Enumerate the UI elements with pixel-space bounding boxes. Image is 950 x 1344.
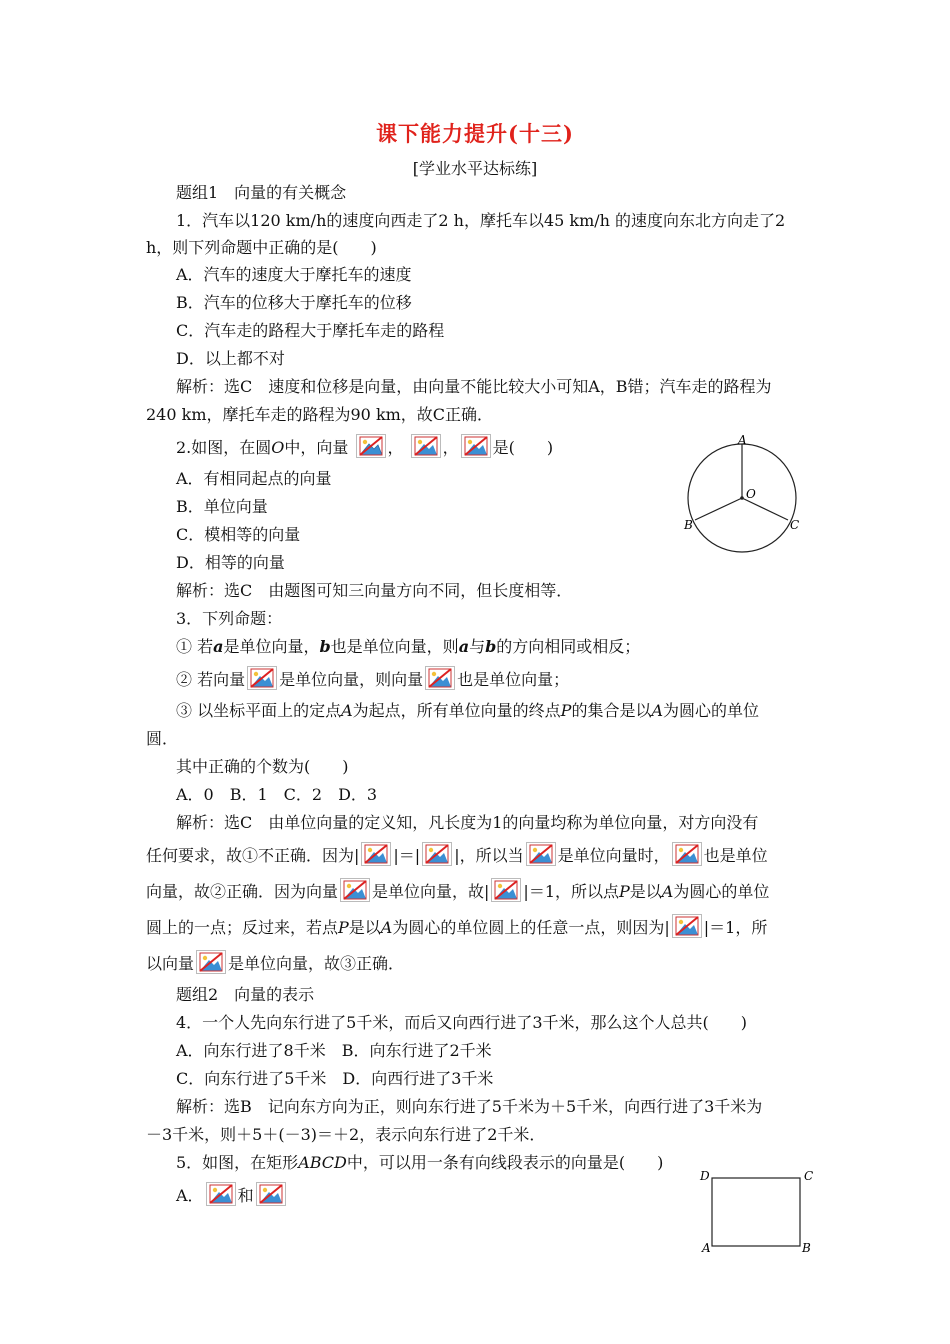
- broken-image-icon: [461, 434, 491, 458]
- q1-option-b: B．汽车的位移大于摩托车的位移: [176, 293, 412, 312]
- broken-image-icon: [256, 1182, 286, 1206]
- q3-solution-line-5: [146, 950, 404, 975]
- q3-prop-1-text: 是单位向量，: [223, 637, 320, 656]
- q3-prop-1-text: 也是单位向量，则: [330, 637, 459, 656]
- q3-solution-text: |＝1，所以点: [523, 882, 619, 901]
- q3-solution-text: 任何要求，故①不正确．因为|: [146, 846, 360, 865]
- q4-options-cd: C．向东行进了5千米 D．向西行进了3千米: [176, 1069, 494, 1088]
- q4-options-ab: A．向东行进了8千米 B．向东行进了2千米: [176, 1041, 492, 1060]
- q3-prop-3-text: ③ 以坐标平面上的定点: [176, 701, 342, 720]
- q3-prop-1-text: 的方向相同或相反；: [496, 637, 641, 656]
- q5-option-a: [176, 1182, 288, 1207]
- q1-solution-line-2: 240 km，摩托车走的路程为90 km，故C正确．: [146, 405, 494, 424]
- q5-stem-text: 中，可以用一条有向线段表示的向量是( ): [346, 1153, 664, 1172]
- group-heading-1: 题组1 向量的有关概念: [176, 183, 347, 202]
- q2-stem-text-2: 中，向量: [284, 438, 349, 457]
- q3-prop-3-text: 的集合是以: [571, 701, 652, 720]
- q3-prop-2-text: ② 若向量: [176, 670, 246, 689]
- q2-option-b: B．单位向量: [176, 497, 268, 516]
- radius-ob: [695, 498, 742, 520]
- q3-solution-text: 圆上的一点；反过来，若点: [146, 918, 339, 937]
- label-a: A: [702, 1241, 711, 1255]
- q3-solution-text: |＝1，所: [703, 918, 768, 937]
- q3-solution-text: 是单位向量，故③正确．: [228, 954, 405, 973]
- q1-stem-line-1: 1．汽车以120 km/h的速度向西走了2 h，摩托车以45 km/h 的速度向东北方向走了2: [176, 211, 786, 230]
- q5-stem: [176, 1152, 663, 1174]
- q3-prop-1-text: ① 若: [176, 637, 214, 656]
- page-subtitle: [学业水平达标练]: [412, 159, 538, 178]
- label-c: C: [790, 518, 800, 532]
- q3-solution-text: |，所以当: [454, 846, 524, 865]
- q3-prop-2: [176, 666, 569, 691]
- point-p: P: [338, 918, 349, 937]
- q5-option-a-label: A．: [176, 1186, 204, 1205]
- point-a: A: [651, 701, 664, 720]
- rectangle-abcd: [712, 1178, 800, 1246]
- page-title: 课下能力提升(十三): [376, 121, 574, 146]
- q3-solution-text: 是单位向量时，: [557, 846, 670, 865]
- q3-prop-3: [176, 700, 759, 722]
- label-b: B: [684, 518, 693, 532]
- broken-image-icon: [491, 878, 521, 902]
- label-b: B: [802, 1241, 811, 1255]
- q3-solution-text: 以向量: [146, 954, 195, 973]
- point-a: A: [661, 882, 674, 901]
- q1-option-d: D．以上都不对: [176, 349, 285, 368]
- point-p: P: [560, 701, 572, 720]
- rectangle-name: ABCD: [298, 1153, 347, 1172]
- q2-option-c: C．模相等的向量: [176, 525, 301, 544]
- broken-image-icon: [196, 950, 226, 974]
- broken-image-icon: [425, 666, 455, 690]
- q3-prop-3-text: 为圆心的单位: [663, 701, 760, 720]
- broken-image-icon: [672, 842, 702, 866]
- broken-image-icon: [356, 434, 386, 458]
- q1-option-a: A．汽车的速度大于摩托车的速度: [176, 265, 412, 284]
- q4-solution-line-2: －3千米，则＋5＋(－3)＝＋2，表示向东行进了2千米．: [146, 1125, 546, 1144]
- q2-option-a: A．有相同起点的向量: [176, 469, 332, 488]
- q3-stem: 3．下列命题：: [176, 609, 283, 628]
- q2-comma-1: ，: [387, 438, 404, 457]
- q4-solution-line-1: 解析：选B 记向东方向为正，则向东行进了5千米为＋5千米，向西行进了3千米为: [176, 1097, 763, 1116]
- q2-option-d: D．相等的向量: [176, 553, 285, 572]
- q3-prop-1-text: 与: [469, 637, 486, 656]
- broken-image-icon: [422, 842, 452, 866]
- q3-prop-3-cont: 圆．: [146, 729, 179, 748]
- q3-solution-line-3: [146, 878, 769, 903]
- q2-comma-2: ，: [442, 438, 459, 457]
- q3-prop-1: [176, 636, 640, 658]
- q2-stem-end: 是( ): [492, 438, 554, 457]
- q1-solution-line-1: 解析：选C 速度和位移是向量，由向量不能比较大小可知A，B错；汽车走的路程为: [176, 377, 772, 396]
- broken-image-icon: [411, 434, 441, 458]
- q3-solution-line-1: 解析：选C 由单位向量的定义知，凡长度为1的向量均称为单位向量，对方向没有: [176, 813, 759, 832]
- q3-prop-2-text: 是单位向量，则向量: [279, 670, 424, 689]
- q2-solution: 解析：选C 由题图可知三向量方向不同，但长度相等．: [176, 581, 573, 600]
- q3-prop-2-text: 也是单位向量；: [457, 670, 570, 689]
- label-c: C: [804, 1169, 814, 1183]
- vector-a: a: [458, 637, 470, 656]
- q3-solution-text: 为圆心的单位: [673, 882, 770, 901]
- q3-solution-text: 为圆心的单位圆上的任意一点，则因为|: [392, 918, 670, 937]
- vector-b: b: [319, 637, 331, 656]
- q3-solution-line-4: [146, 914, 767, 939]
- q2-stem: [176, 434, 553, 459]
- q5-option-a-and: 和: [237, 1186, 254, 1205]
- q3-solution-line-2: [146, 842, 768, 867]
- broken-image-icon: [361, 842, 391, 866]
- q3-solution-text: 是单位向量，故|: [372, 882, 490, 901]
- label-d: D: [700, 1169, 710, 1183]
- q3-options: A．0 B．1 C．2 D．3: [176, 785, 378, 804]
- q3-solution-text: 也是单位: [703, 846, 768, 865]
- q3-ask: 其中正确的个数为( ): [176, 757, 349, 776]
- vector-b: b: [485, 637, 497, 656]
- q5-stem-text: 5．如图，在矩形: [176, 1153, 299, 1172]
- q3-solution-text: |＝|: [393, 846, 421, 865]
- q3-solution-text: 向量，故②正确．因为向量: [146, 882, 339, 901]
- point-a: A: [380, 918, 393, 937]
- q3-solution-text: 是以: [629, 882, 662, 901]
- broken-image-icon: [206, 1182, 236, 1206]
- broken-image-icon: [672, 914, 702, 938]
- q1-option-c: C．汽车走的路程大于摩托车走的路程: [176, 321, 445, 340]
- q3-prop-3-text: 为起点，所有单位向量的终点: [352, 701, 561, 720]
- radius-oc: [742, 498, 788, 520]
- broken-image-icon: [247, 666, 277, 690]
- group-heading-2: 题组2 向量的表示: [176, 985, 315, 1004]
- circle-figure: [680, 432, 810, 558]
- q1-stem-line-2: h，则下列命题中正确的是( ): [146, 238, 377, 257]
- point-p: P: [619, 882, 630, 901]
- label-o: O: [746, 487, 756, 501]
- rectangle-figure: [696, 1168, 816, 1256]
- q2-stem-point-o: O: [271, 438, 285, 457]
- vector-a: a: [213, 637, 224, 656]
- q2-stem-text: 2.如图，在圆: [176, 438, 272, 457]
- point-a: A: [341, 701, 353, 720]
- broken-image-icon: [340, 878, 370, 902]
- q3-solution-text: 是以: [348, 918, 381, 937]
- q4-stem: 4．一个人先向东行进了5千米，而后又向西行进了3千米，那么这个人总共( ): [176, 1013, 748, 1032]
- center-point: [740, 496, 744, 500]
- label-a: A: [738, 433, 747, 447]
- broken-image-icon: [526, 842, 556, 866]
